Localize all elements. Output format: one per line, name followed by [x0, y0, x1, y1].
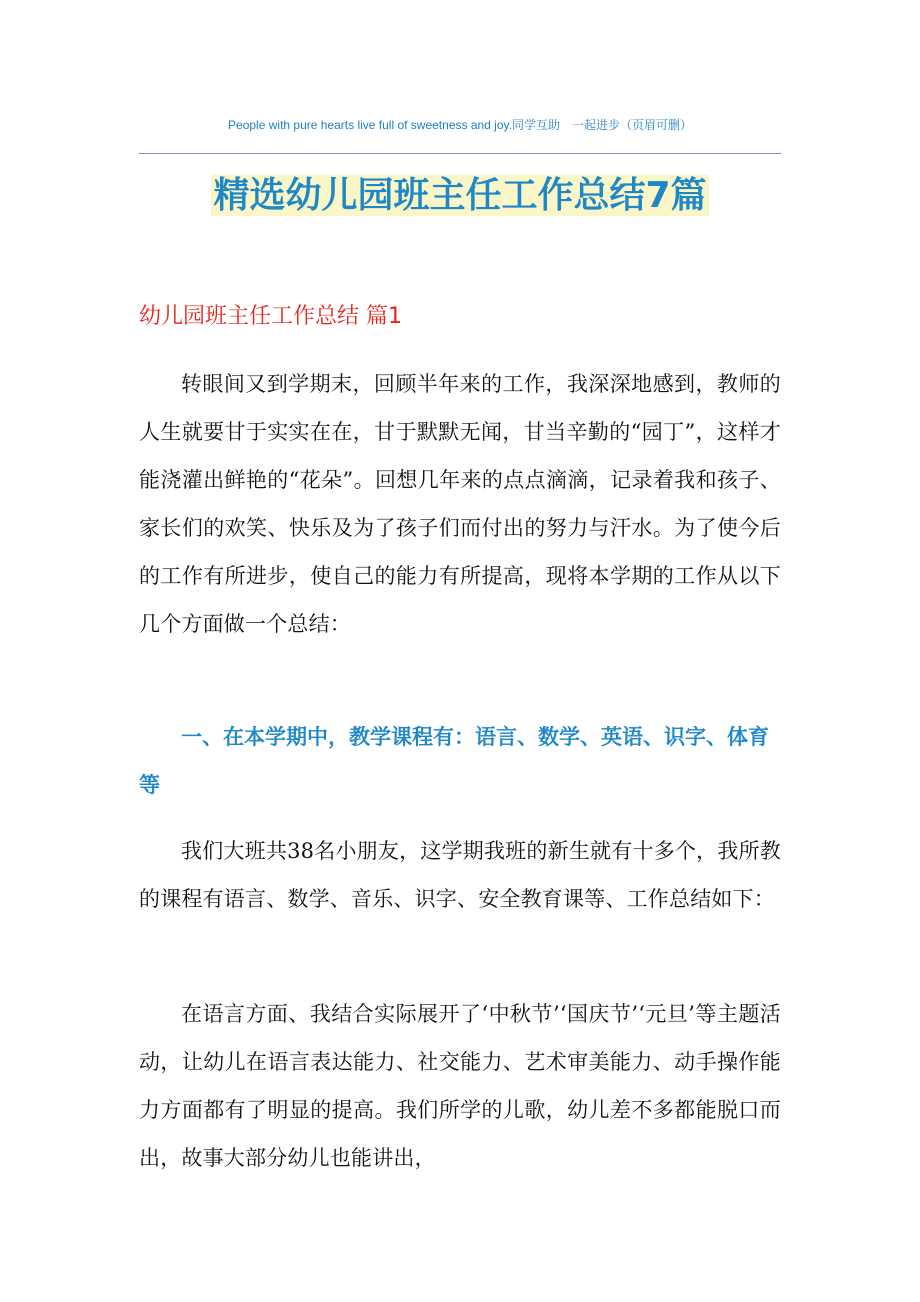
- subheading: 一、在本学期中，教学课程有：语言、数学、英语、识字、体育等: [139, 725, 769, 797]
- header-divider: [139, 153, 781, 154]
- document-title: [0, 170, 920, 222]
- body-paragraph: 我们大班共38名小朋友，这学期我班的新生就有十多个，我所教的课程有语言、数学、音乐、识字、安全教育课等、工作总结如下：: [139, 839, 781, 911]
- page-header: People with pure hearts live full of sweetness and joy.同学互助 一起进步（页眉可删）: [228, 118, 692, 132]
- body-paragraph: 转眼间又到学期末，回顾半年来的工作，我深深地感到，教师的人生就要甘于实实在在，甘于默默无闻，甘当辛勤的“园丁”，这样才能浇灌出鲜艳的“花朵”。回想几年来的点点滴滴，记录着我和孩子、家长们的欢笑、快乐及为了孩子们而付出的努力与汗水。为了使今后的工作有所进步，使自己的能力有所提高，现将本学期的工作从以下几个方面做一个总结：: [139, 372, 781, 636]
- body-paragraph: 在语言方面、我结合实际展开了‘中秋节’‘国庆节’‘元旦’等主题活动，让幼儿在语言表达能力、社交能力、艺术审美能力、动手操作能力方面都有了明显的提高。我们所学的儿歌，幼儿差不多都能脱口而出，故事大部分幼儿也能讲出，: [139, 1002, 781, 1170]
- document-title-text: 精选幼儿园班主任工作总结7篇: [213, 175, 707, 216]
- section-title: 幼儿园班主任工作总结 篇1: [139, 304, 402, 329]
